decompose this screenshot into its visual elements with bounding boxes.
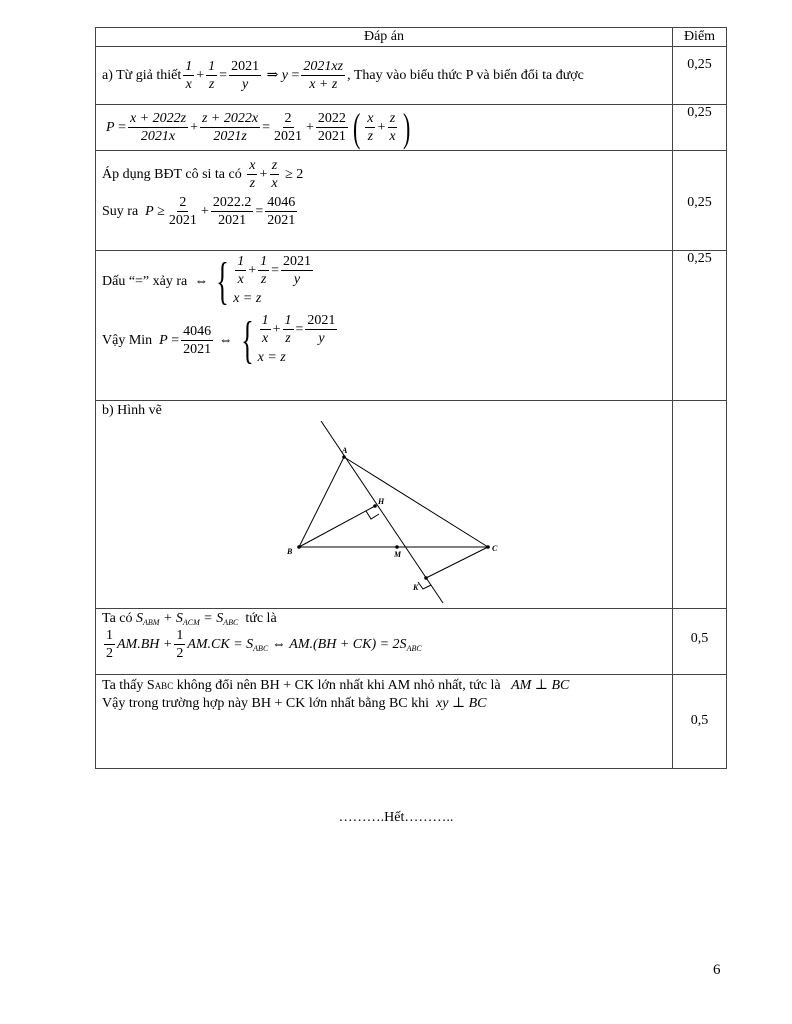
- header-score: Điểm: [673, 28, 727, 47]
- row-7-line-1-rest: không đổi nên BH + CK lớn nhất khi AM nhỏ nhất, tức là: [173, 678, 501, 693]
- label-m: M: [394, 550, 402, 559]
- row-6-content: Ta có $S_{ABM} + S_{ACM} = S_{ABC}$ tức là $\frac{1}{2}$ AM.BH + $\frac{1}{2}$ $AM.CK = S_{ABC}$ ⇔ $AM.(BH + CK) = 2S_{ABC}$: [96, 609, 673, 675]
- label-b: B: [287, 547, 293, 556]
- fraction: $\frac{z}{x}$: [271, 158, 278, 191]
- row-6-score: 0,5: [673, 609, 727, 675]
- row-4-content: Dấu “=” xảy ra ⇔ { $\frac{1}{x}$ + $\frac{1}{z}$ = $\frac{2021}{y}$ x = z Vậy Min P = $\frac{4046}{2021}$ ⇔ { $\frac{1}{x}$ + $\frac{1}{z}$ = $\frac{2021}{y}$ x = z: [96, 251, 673, 401]
- row-6-mid: tức là: [245, 611, 277, 626]
- answer-table: [95, 27, 727, 769]
- triangle-figure: [96, 421, 673, 606]
- row-3-score: 0,25: [673, 151, 727, 251]
- row-2-score: 0,25: [673, 105, 727, 151]
- page-number: 6: [713, 962, 721, 978]
- segment-bh: [299, 506, 375, 547]
- fraction: $\frac{2}{2021}$: [168, 195, 197, 228]
- row-4-line-2: Vậy Min: [102, 332, 153, 348]
- implies-symbol: ⇒: [263, 68, 282, 83]
- fraction: $\frac{x}{z}$: [367, 111, 374, 144]
- end-marker: ……….Hết………..: [338, 810, 454, 825]
- fraction: $\frac{1}{x}$: [185, 59, 193, 92]
- fraction: $\frac{x}{z}$: [249, 158, 256, 191]
- fraction: $\frac{2}{2021}$: [274, 111, 302, 144]
- row-3-line-1: Áp dụng BĐT cô si ta có: [102, 166, 242, 182]
- fraction: $\frac{2021xz}{x + z}$: [303, 59, 344, 92]
- row-5-content: [96, 401, 673, 609]
- row-1-score: 0,25: [673, 47, 727, 105]
- label-a: A: [342, 446, 348, 455]
- fraction: $\frac{x + 2022z}{2021x}$: [129, 111, 187, 144]
- row-2-content: P = $\frac{x + 2022z}{2021x}$ + $\frac{z + 2022x}{2021z}$ = $\frac{2}{2021}$ + $\frac{2022}{2021}$ ( $\frac{x}{z}$ + $\frac{z}{x}$ ): [96, 105, 673, 151]
- fraction: $\frac{2022.2}{2021}$: [212, 195, 252, 228]
- row-7-score: 0,5: [673, 675, 727, 769]
- line-xy: [321, 421, 443, 603]
- row-3-content: Áp dụng BĐT cô si ta có $\frac{x}{z}$ + $\frac{z}{x}$ ≥ 2 Suy ra P ≥ $\frac{2}{2021}$ + $\frac{2022.2}{2021}$ = $\frac{4046}{2021}$: [96, 151, 673, 251]
- segment-ck: [426, 547, 488, 578]
- row-1-suffix: , Thay vào biểu thức P và biến đổi ta được: [347, 67, 584, 83]
- row-4-score: 0,25: [673, 251, 727, 401]
- side-ac: [344, 457, 488, 547]
- row-1-prefix: a) Từ giả thiết: [102, 67, 182, 83]
- row-3-line-2: Suy ra: [102, 203, 139, 219]
- row-7-content: Ta thấy SABC không đổi nên BH + CK lớn nhất khi AM nhỏ nhất, tức là AM ⊥ BC Vậy trong trường hợp này BH + CK lớn nhất bằng BC khi xy ⊥ BC: [96, 675, 673, 769]
- row-1-content: a) Từ giả thiết $\frac{1}{x}$ + $\frac{1}{z}$ = $\frac{2021}{y}$ ⇒ y = $\frac{2021xz}{x + z}$ , Thay vào biểu thức P và biến đổi ta được: [96, 47, 673, 105]
- header-answer: Đáp án: [96, 28, 673, 47]
- label-h: H: [378, 497, 385, 506]
- equation-system: { $\frac{1}{x}$ + $\frac{1}{z}$ = $\frac{2021}{y}$ x = z: [216, 252, 312, 310]
- row-7-line-2: Vậy trong trường hợp này BH + CK lớn nhất bằng BC khi: [102, 696, 430, 711]
- row-5-score: [673, 401, 727, 609]
- fraction: $\frac{2021}{y}$: [231, 59, 260, 92]
- side-ab: [299, 457, 344, 547]
- row-7-line-1: Ta thấy S: [102, 678, 155, 693]
- figure-title: b) Hình vẽ: [102, 403, 162, 418]
- fraction: $\frac{z + 2022x}{2021z}$: [201, 111, 259, 144]
- equation-system: { $\frac{1}{x}$ + $\frac{1}{z}$ = $\frac{2021}{y}$ x = z: [240, 311, 336, 369]
- fraction: $\frac{4046}{2021}$: [183, 324, 212, 357]
- label-k: K: [413, 583, 419, 592]
- fraction: $\frac{1}{z}$: [208, 59, 216, 92]
- row-6-prefix: Ta có: [102, 611, 133, 626]
- fraction: $\frac{2022}{2021}$: [317, 111, 346, 144]
- row-4-line-1: Dấu “=” xảy ra: [102, 273, 188, 289]
- fraction: $\frac{4046}{2021}$: [267, 195, 296, 228]
- fraction: $\frac{z}{x}$: [389, 111, 396, 144]
- row-7-line-1-sub: ABC: [154, 681, 174, 691]
- label-c: C: [492, 544, 498, 553]
- right-angle-h: [366, 511, 379, 519]
